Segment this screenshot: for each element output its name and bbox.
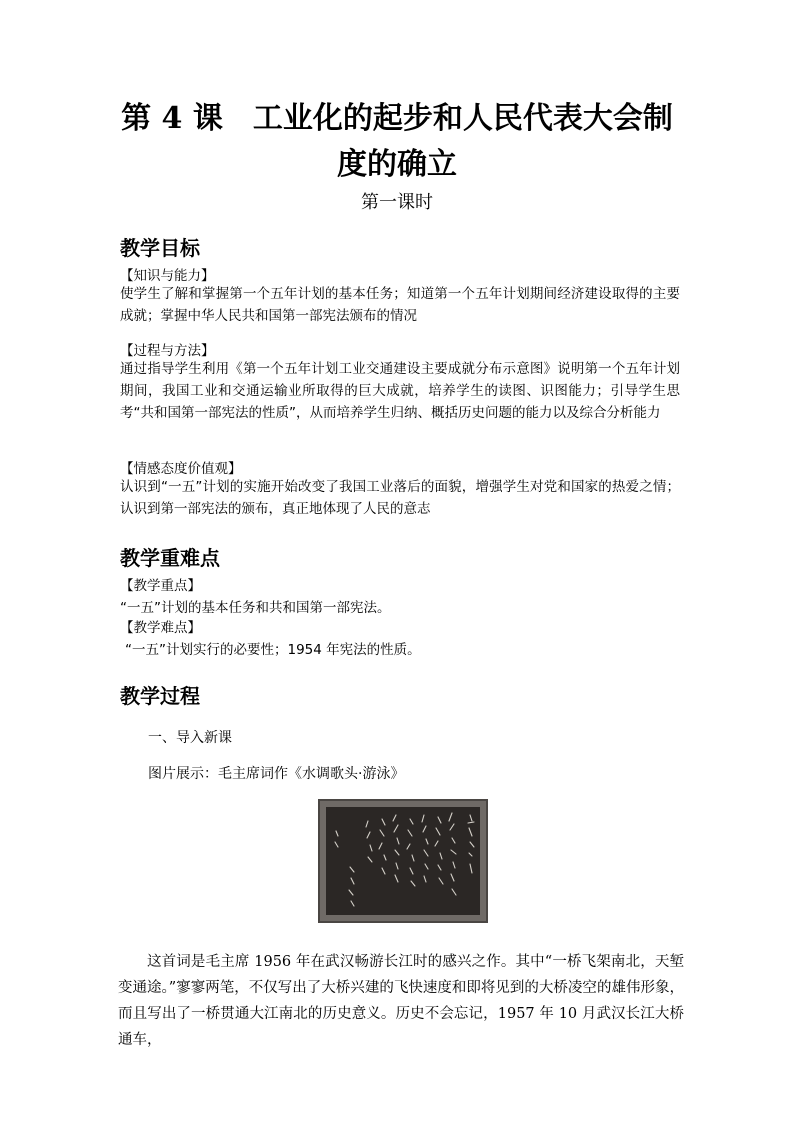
text-attitude: 认识到“一五”计划的实施开始改变了我国工业落后的面貌，增强学生对党和国家的热爱之情；认识到第一部宪法的颁布，真正地体现了人民的意志 [120, 479, 680, 517]
title-line-2: 度的确立 [337, 147, 457, 182]
tag-focus: 【教学重点】 [120, 578, 201, 594]
step-intro: 一、导入新课 [148, 730, 232, 746]
body-paragraph: 这首词是毛主席 1956 年在武汉畅游长江时的感兴之作。其中“一桥飞架南北，天堑变通途。”寥寥两笔，不仅写出了大桥兴建的飞快速度和即将见到的大桥凌空的雄伟形象，而且写出了一桥贯通大江南北的历史意义。历史不会忘记，1957 年 10 月武汉长江大桥通车， [118, 954, 684, 1048]
text-process: 通过指导学生利用《第一个五年计划工业交通建设主要成就分布示意图》说明第一个五年计划期间，我国工业和交通运输业所取得的巨大成就，培养学生的读图、识图能力；引导学生思考“共和国第一部宪法的性质”，从而培养学生归纳、概括历史问题的能力以及综合分析能力 [120, 361, 680, 421]
tag-attitude: 【情感态度价值观】 [120, 461, 242, 477]
calligraphy-image [318, 799, 488, 923]
tag-knowledge: 【知识与能力】 [120, 268, 215, 284]
text-knowledge: 使学生了解和掌握第一个五年计划的基本任务；知道第一个五年计划期间经济建设取得的主要成就；掌握中华人民共和国第一部宪法颁布的情况 [120, 286, 680, 324]
tag-difficulty: 【教学难点】 [120, 620, 201, 636]
page-title [110, 96, 684, 188]
text-difficulty: “一五”计划实行的必要性；1954 年宪法的性质。 [125, 642, 421, 658]
lesson-period: 第一课时 [361, 192, 433, 213]
picture-caption: 图片展示：毛主席词作《水调歌头·游泳》 [148, 766, 405, 782]
heading-goals: 教学目标 [120, 236, 200, 260]
tag-process: 【过程与方法】 [120, 343, 215, 359]
text-focus: “一五”计划的基本任务和共和国第一部宪法。 [120, 600, 391, 616]
calligraphy-strokes [320, 801, 490, 925]
heading-process: 教学过程 [120, 684, 200, 708]
heading-keypoints: 教学重难点 [120, 546, 220, 570]
title-line-1: 第 4 课 工业化的起步和人民代表大会制 [121, 101, 673, 136]
